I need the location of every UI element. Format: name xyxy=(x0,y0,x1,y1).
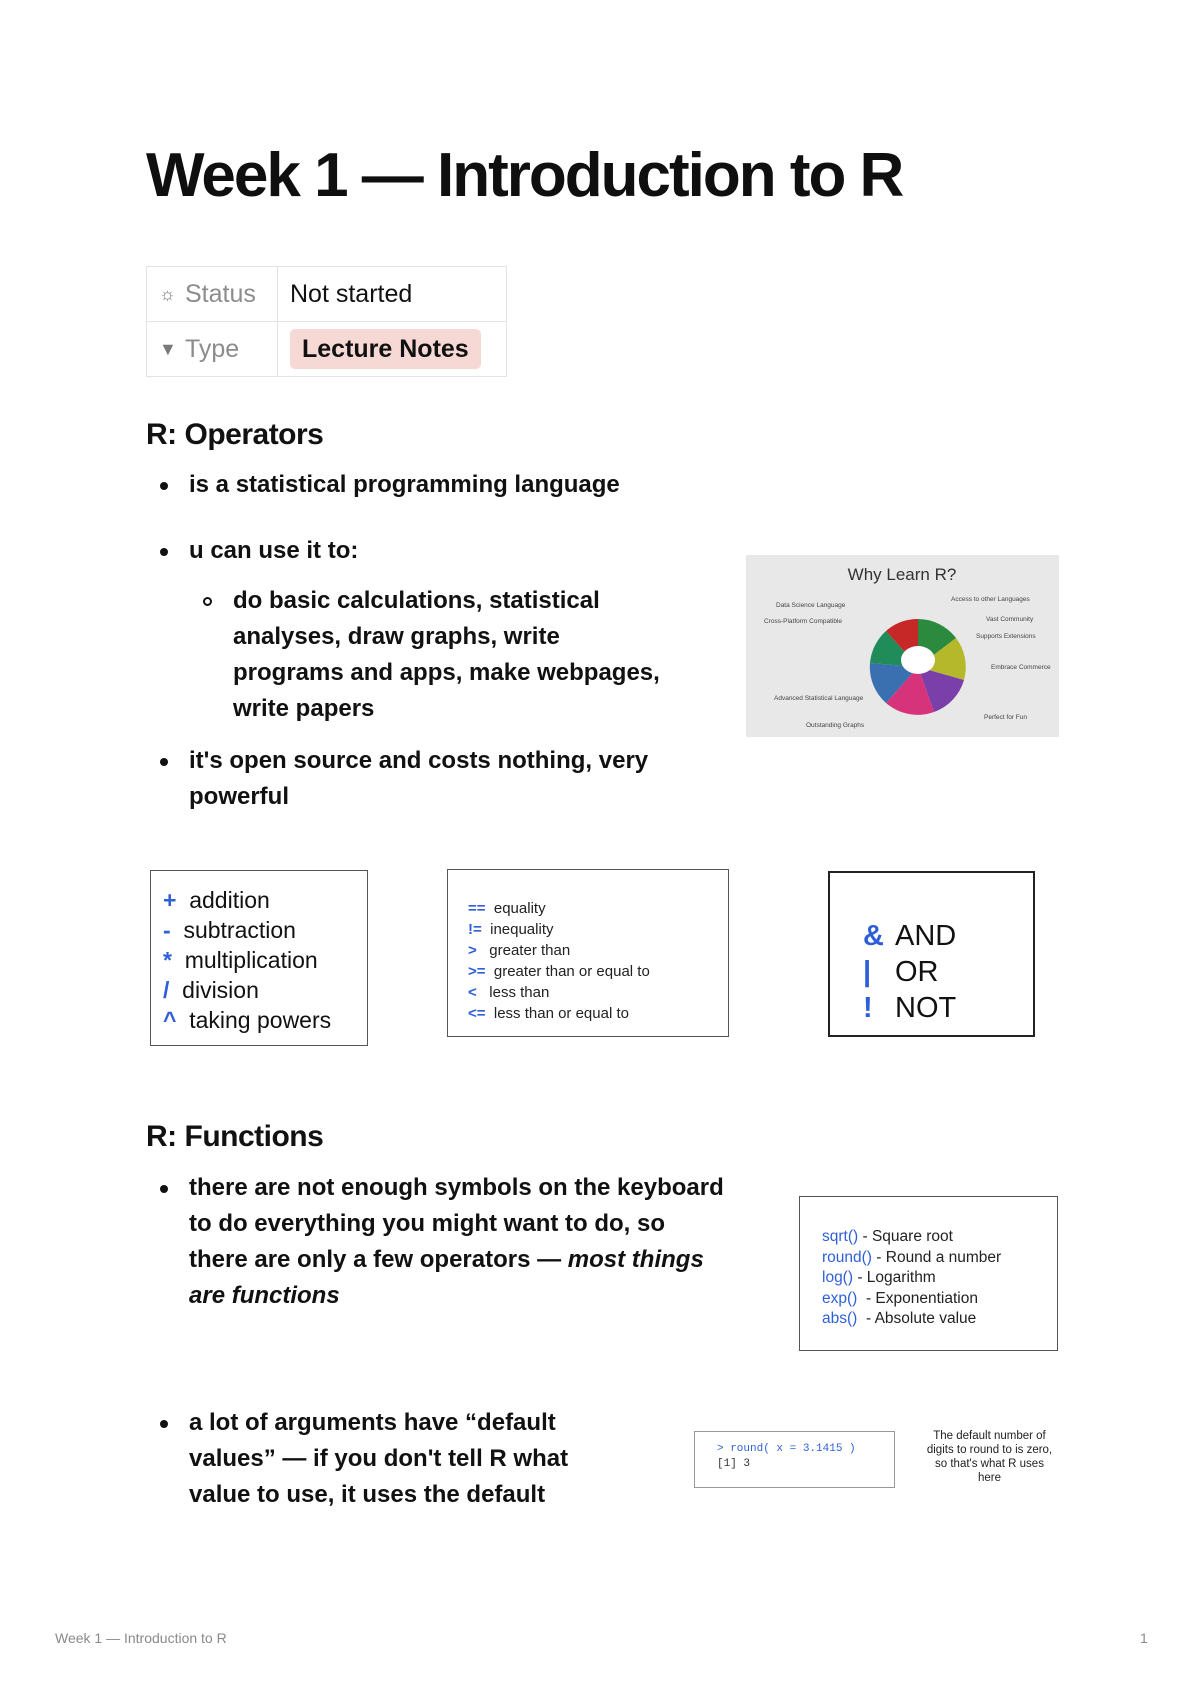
function-desc: - Exponentiation xyxy=(865,1289,978,1307)
operator-symbol: ^ xyxy=(163,1007,177,1033)
function-desc: - Square root xyxy=(862,1228,953,1245)
operator-symbol: + xyxy=(163,887,177,913)
comparison-symbol: <= xyxy=(468,1005,486,1022)
page-title: Week 1 — Introduction to R xyxy=(146,141,903,210)
comparison-label: less than or equal to xyxy=(493,1005,629,1022)
operator-symbol: - xyxy=(163,917,171,943)
comparison-row xyxy=(468,919,728,940)
status-value[interactable]: Not started xyxy=(278,267,507,322)
type-circle-down-icon: ▼ xyxy=(159,339,177,360)
logical-symbol: & xyxy=(863,920,884,952)
function-desc: - Absolute value xyxy=(865,1310,977,1327)
comparison-label: inequality xyxy=(490,921,554,938)
type-property-row xyxy=(147,322,507,377)
logical-row xyxy=(863,954,1033,990)
bullet-dot xyxy=(160,548,168,556)
comparison-symbol: == xyxy=(468,900,486,917)
operator-label: subtraction xyxy=(183,917,296,943)
why-label-7: Embrace Commerce xyxy=(991,664,1051,671)
functions-bullet-2-line-1: a lot of arguments have “default xyxy=(189,1409,556,1436)
functions-bullet-2-line-2: values” — if you don't tell R what xyxy=(189,1445,569,1472)
functions-heading: R: Functions xyxy=(146,1120,324,1153)
logical-label: AND xyxy=(895,920,957,952)
function-name: exp() xyxy=(822,1289,858,1307)
logical-row xyxy=(863,918,1033,954)
type-tag[interactable]: Lecture Notes xyxy=(290,329,481,369)
functions-bullet-1-line-3 xyxy=(189,1242,704,1278)
type-value[interactable] xyxy=(278,322,507,377)
operator-label: addition xyxy=(189,887,270,913)
operator-symbol: * xyxy=(163,947,172,973)
operators-heading: R: Operators xyxy=(146,418,324,451)
operators-sub-line-4: write papers xyxy=(233,695,375,722)
functions-bullet-1-line-2: to do everything you might want to do, so xyxy=(189,1210,665,1237)
comparison-symbol: >= xyxy=(468,963,486,980)
why-label-2: Advanced Statistical Language xyxy=(774,695,864,702)
comparison-row xyxy=(468,1003,728,1024)
operator-row xyxy=(163,975,367,1005)
functions-bullet-1-line-3-text: there are only a few operators — xyxy=(189,1246,568,1273)
logical-label: OR xyxy=(895,956,939,988)
logical-row xyxy=(863,990,1033,1026)
function-desc: - Round a number xyxy=(876,1248,1002,1266)
status-key xyxy=(147,267,278,322)
function-row xyxy=(822,1227,1057,1248)
bullet-dot xyxy=(160,1420,168,1428)
functions-box xyxy=(799,1196,1058,1351)
function-name: log() xyxy=(822,1269,854,1286)
logical-operators-box xyxy=(828,871,1035,1037)
comparison-symbol: != xyxy=(468,921,482,938)
page-number: 1 xyxy=(1140,1630,1148,1646)
function-row xyxy=(822,1248,1057,1269)
function-row xyxy=(822,1289,1057,1310)
why-label-5: Vast Community xyxy=(986,616,1034,623)
type-label: Type xyxy=(185,334,240,363)
operator-label: multiplication xyxy=(184,947,318,973)
operators-bullet-3-line-1: it's open source and costs nothing, very xyxy=(189,747,649,774)
why-label-6: Supports Extensions xyxy=(976,633,1036,640)
functions-bullet-1-line-1: there are not enough symbols on the keyboard xyxy=(189,1174,724,1201)
round-note-line: here xyxy=(977,1472,1002,1484)
operators-sub-line-1: do basic calculations, statistical xyxy=(233,587,600,614)
round-example-note xyxy=(912,1429,1067,1485)
comparison-label: greater than xyxy=(489,942,571,959)
why-label-0: Data Science Language xyxy=(776,602,846,609)
function-row xyxy=(822,1309,1057,1330)
round-example-console xyxy=(694,1431,895,1488)
comparison-label: less than xyxy=(489,984,550,1001)
operator-row xyxy=(163,885,367,915)
logical-symbol: ! xyxy=(863,992,873,1024)
functions-emphasis: most things xyxy=(567,1246,704,1273)
round-example-code: > round( x = 3.1415 ) xyxy=(717,1443,856,1455)
function-name: abs() xyxy=(822,1310,858,1327)
bullet-dot xyxy=(160,482,168,490)
why-label-8: Perfect for Fun xyxy=(984,714,1027,721)
logical-label: NOT xyxy=(895,992,957,1024)
comparison-row xyxy=(468,961,728,982)
function-name: sqrt() xyxy=(822,1228,859,1245)
sub-bullet-circle xyxy=(203,597,212,606)
function-desc: - Logarithm xyxy=(857,1269,936,1286)
comparison-operators-box xyxy=(447,869,729,1037)
why-learn-r-image xyxy=(746,555,1059,737)
arithmetic-operators-box xyxy=(150,870,368,1046)
function-name: round() xyxy=(822,1248,872,1266)
functions-bullet-1-line-4: are functions xyxy=(189,1282,340,1309)
operators-sub-line-2: analyses, draw graphs, write xyxy=(233,623,560,650)
comparison-label: greater than or equal to xyxy=(493,963,650,980)
operator-label: taking powers xyxy=(189,1007,332,1033)
why-label-1: Cross-Platform Compatible xyxy=(764,618,843,625)
comparison-symbol: > xyxy=(468,942,477,959)
operators-bullet-2: u can use it to: xyxy=(189,537,359,564)
why-label-4: Access to other Languages xyxy=(951,596,1030,603)
comparison-label: equality xyxy=(493,900,546,917)
why-label-3: Outstanding Graphs xyxy=(806,722,865,729)
bullet-dot xyxy=(160,1185,168,1193)
why-learn-title: Why Learn R? xyxy=(847,565,957,584)
operator-row xyxy=(163,945,367,975)
logical-symbol: | xyxy=(863,956,872,988)
round-example-output: [1] 3 xyxy=(717,1458,751,1470)
properties-table xyxy=(146,266,507,377)
operators-bullet-1: is a statistical programming language xyxy=(189,471,620,498)
round-note-line: digits to round to is zero, xyxy=(926,1444,1053,1456)
comparison-row xyxy=(468,940,728,961)
operator-row xyxy=(163,1005,367,1035)
footer-title: Week 1 — Introduction to R xyxy=(55,1630,227,1646)
operators-sub-line-3: programs and apps, make webpages, xyxy=(233,659,660,686)
round-note-line: The default number of xyxy=(933,1430,1046,1442)
bullet-dot xyxy=(160,758,168,766)
function-row xyxy=(822,1268,1057,1289)
comparison-row xyxy=(468,982,728,1003)
operator-symbol: / xyxy=(163,977,170,1003)
puzzle-ring-graphic xyxy=(870,619,966,715)
functions-bullet-2-line-3: value to use, it uses the default xyxy=(189,1481,546,1508)
operators-bullet-3-line-2: powerful xyxy=(189,783,289,810)
status-label: Status xyxy=(185,279,256,308)
status-sun-icon: ☼ xyxy=(159,284,176,305)
operator-row xyxy=(163,915,367,945)
operator-label: division xyxy=(182,977,259,1003)
comparison-symbol: < xyxy=(468,984,477,1001)
comparison-row xyxy=(468,898,728,919)
round-note-line: so that's what R uses xyxy=(935,1458,1044,1470)
type-key xyxy=(147,322,278,377)
status-property-row xyxy=(147,267,507,322)
why-learn-r-graphic xyxy=(746,555,1059,737)
